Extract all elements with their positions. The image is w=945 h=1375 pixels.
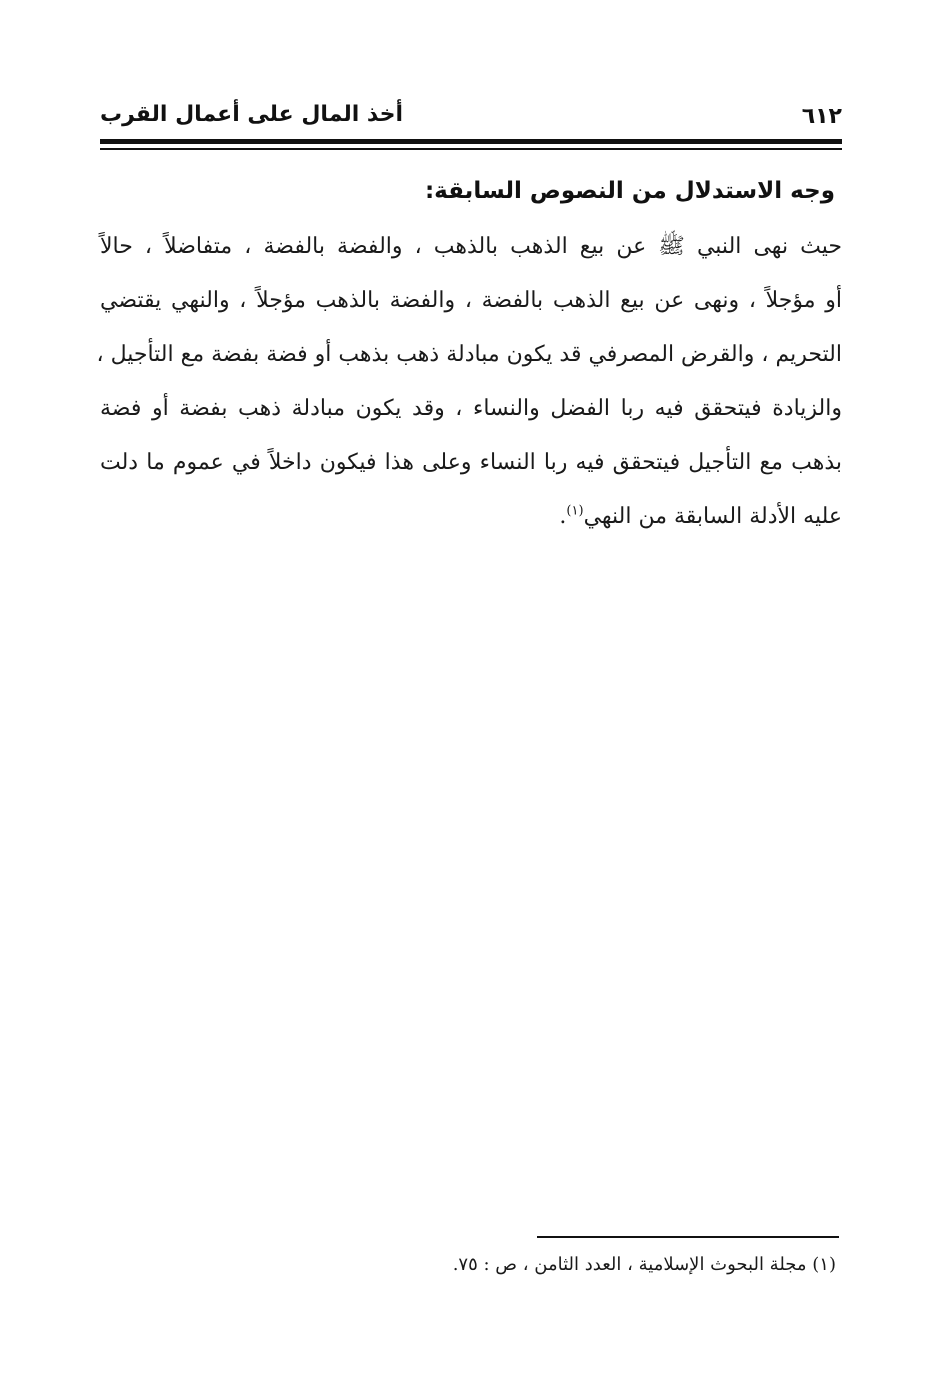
body-paragraph bbox=[96, 220, 842, 544]
end-punctuation: . bbox=[559, 504, 567, 529]
body-line: والزيادة فيتحقق فيه ربا الفضل والنساء ، وقد يكون مبادلة ذهب بفضة أو فضة bbox=[100, 396, 842, 421]
footnote: (١) مجلة البحوث الإسلامية ، العدد الثامن ، ص : ٧٥. bbox=[452, 1254, 836, 1275]
header-rule-thick bbox=[100, 139, 842, 144]
body-line: عليه الأدلة السابقة من النهي bbox=[583, 504, 842, 529]
body-last-line bbox=[100, 490, 842, 544]
footnote-separator bbox=[537, 1236, 839, 1238]
running-title: أخذ المال على أعمال القرب bbox=[100, 102, 404, 127]
body-line: أو مؤجلاً ، ونهى عن بيع الذهب بالفضة ، والفضة بالذهب مؤجلاً ، والنهي يقتضي bbox=[100, 288, 842, 313]
body-line: التحريم ، والقرض المصرفي قد يكون مبادلة ذهب بذهب أو فضة بفضة مع التأجيل ، bbox=[96, 342, 842, 367]
page-header bbox=[100, 96, 842, 136]
footnote-marker[interactable]: (١) bbox=[566, 503, 584, 519]
page-number: ٦١٢ bbox=[801, 104, 842, 129]
header-rule-thin bbox=[100, 148, 842, 150]
section-heading: وجه الاستدلال من النصوص السابقة: bbox=[424, 178, 835, 204]
body-line: بذهب مع التأجيل فيتحقق فيه ربا النساء وعلى هذا فيكون داخلاً في عموم ما دلت bbox=[100, 450, 842, 475]
body-line: حيث نهى النبي ﷺ عن بيع الذهب بالذهب ، والفضة بالفضة ، متفاضلاً ، حالاً bbox=[100, 234, 842, 259]
